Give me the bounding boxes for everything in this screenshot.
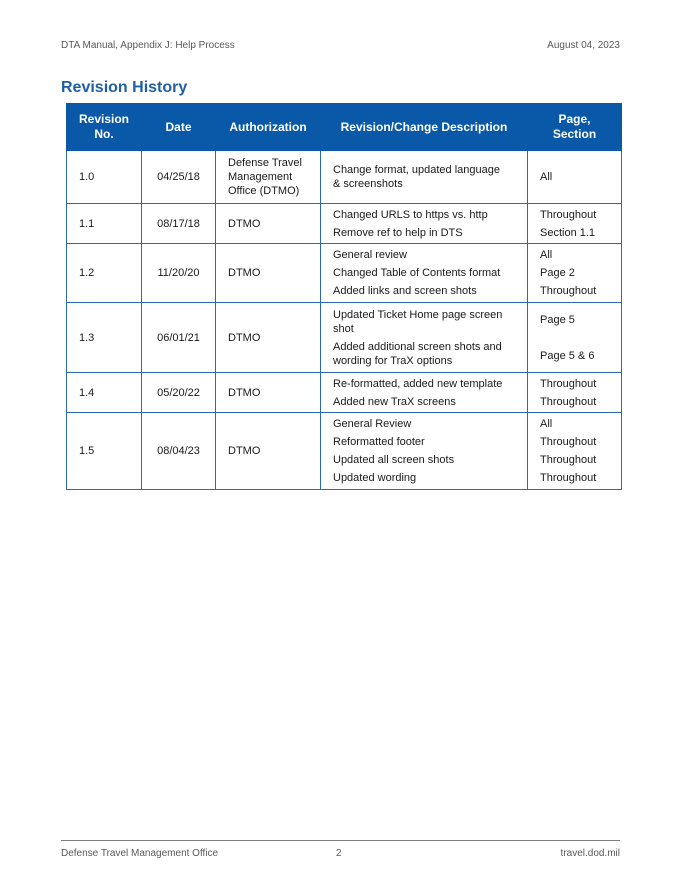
table-row <box>67 373 622 413</box>
header-page-section: Page, Section <box>528 104 622 151</box>
cell-description: Change format, updated language & screenshots <box>321 151 528 204</box>
footer-website: travel.dod.mil <box>560 848 620 859</box>
cell-page: Page 5 Page 5 & 6 <box>528 303 622 373</box>
header-date: Date <box>142 104 216 151</box>
cell-revision: 1.1 <box>67 204 142 244</box>
cell-authorization: DTMO <box>216 413 321 490</box>
cell-date: 11/20/20 <box>142 244 216 303</box>
header-revision-no: Revision No. <box>67 104 142 151</box>
table-row <box>67 244 622 303</box>
table-row <box>67 413 622 490</box>
cell-authorization: DTMO <box>216 303 321 373</box>
cell-revision: 1.0 <box>67 151 142 204</box>
running-header-date: August 04, 2023 <box>547 40 620 51</box>
cell-authorization: Defense Travel Management Office (DTMO) <box>216 151 321 204</box>
cell-page: Throughout Section 1.1 <box>528 204 622 244</box>
table-row <box>67 204 622 244</box>
running-header-title: DTA Manual, Appendix J: Help Process <box>61 40 235 51</box>
revision-history-table <box>66 103 622 490</box>
cell-page: All <box>528 151 622 204</box>
header-description: Revision/Change Description <box>321 104 528 151</box>
cell-revision: 1.2 <box>67 244 142 303</box>
cell-date: 08/17/18 <box>142 204 216 244</box>
cell-page: Throughout Throughout <box>528 373 622 413</box>
table-row <box>67 151 622 204</box>
cell-date: 08/04/23 <box>142 413 216 490</box>
cell-revision: 1.4 <box>67 373 142 413</box>
header-authorization: Authorization <box>216 104 321 151</box>
section-title: Revision History <box>61 79 188 96</box>
cell-description: General review Changed Table of Contents format Added links and screen shots <box>321 244 528 303</box>
table-row <box>67 303 622 373</box>
cell-description: Updated Ticket Home page screen shot Added additional screen shots and wording for TraX options <box>321 303 528 373</box>
cell-authorization: DTMO <box>216 244 321 303</box>
page-number: 2 <box>336 848 342 859</box>
cell-page: All Page 2 Throughout <box>528 244 622 303</box>
cell-description: Changed URLS to https vs. http Remove ref to help in DTS <box>321 204 528 244</box>
cell-description: Re-formatted, added new template Added new TraX screens <box>321 373 528 413</box>
cell-date: 06/01/21 <box>142 303 216 373</box>
cell-date: 05/20/22 <box>142 373 216 413</box>
cell-page: All Throughout Throughout Throughout <box>528 413 622 490</box>
footer-organization: Defense Travel Management Office <box>61 848 219 859</box>
cell-authorization: DTMO <box>216 373 321 413</box>
cell-date: 04/25/18 <box>142 151 216 204</box>
cell-description: General Review Reformatted footer Updated all screen shots Updated wording <box>321 413 528 490</box>
table-header-row <box>67 104 622 151</box>
cell-authorization: DTMO <box>216 204 321 244</box>
cell-revision: 1.5 <box>67 413 142 490</box>
cell-revision: 1.3 <box>67 303 142 373</box>
footer-divider <box>61 840 620 841</box>
